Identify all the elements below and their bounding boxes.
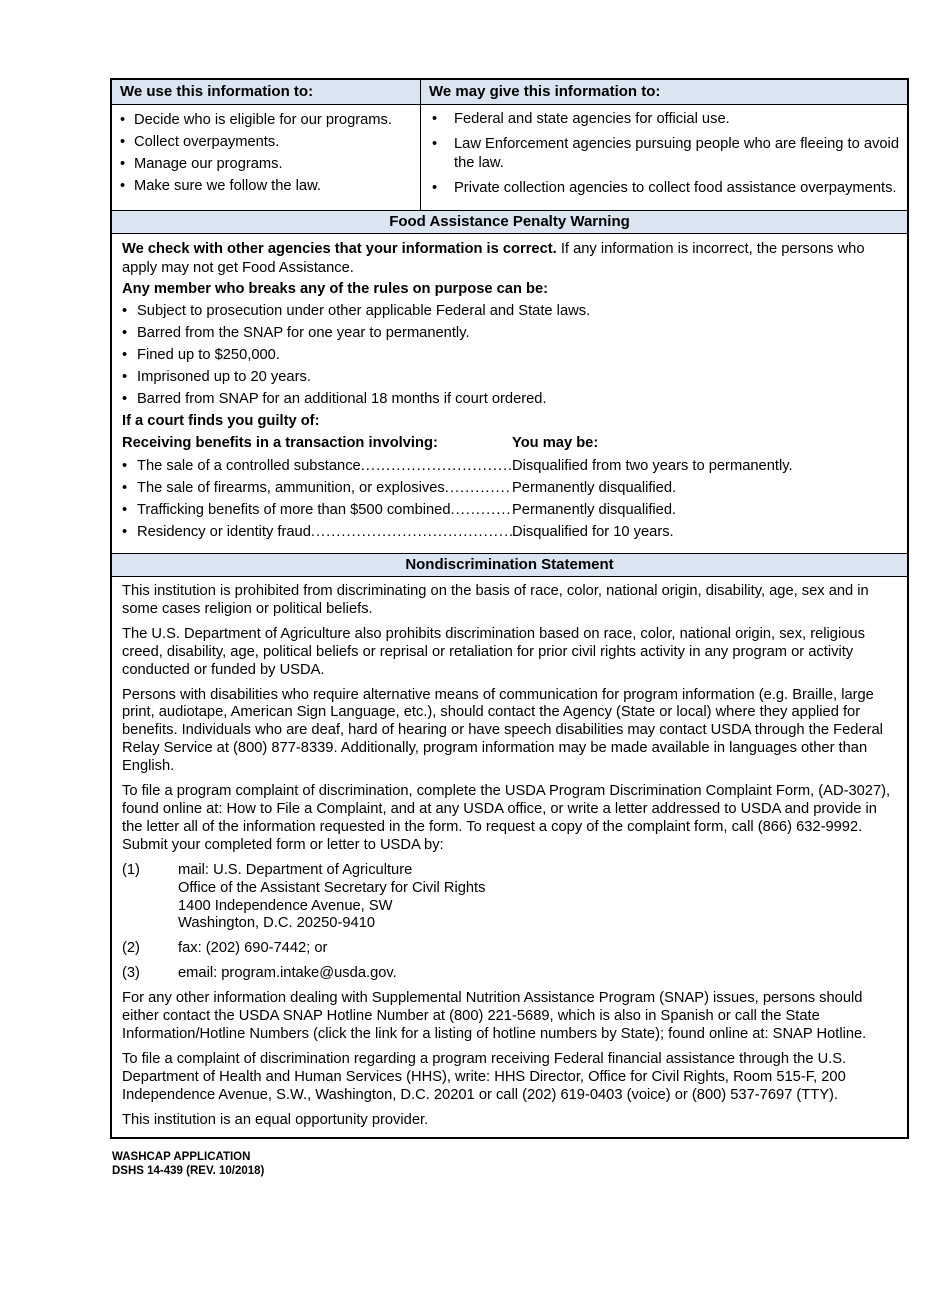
penalty-guilty-heading: If a court finds you guilty of: (122, 413, 320, 429)
list-item-text: Decide who is eligible for our programs. (134, 112, 392, 128)
info-use-list (112, 105, 421, 210)
list-item-text: Subject to prosecution under other applicable Federal and State laws. (137, 303, 591, 319)
penalty-intro-bold: We check with other agencies that your information is correct. (122, 241, 557, 257)
list-item (432, 110, 903, 129)
bullet-icon: • (432, 136, 438, 152)
penalty-result: Disqualified from two years to permanently. (512, 458, 793, 474)
nondiscrimination-closing-paragraphs (122, 990, 897, 1129)
contact-line: Washington, D.C. 20250-9410 (178, 915, 376, 932)
bullet-icon: • (122, 458, 128, 474)
contact-number: (3) (122, 965, 140, 982)
penalty-columns-heading (122, 434, 897, 453)
nondiscrimination-paragraphs (122, 583, 897, 855)
penalty-offense-cell (137, 523, 512, 542)
list-item-text: Barred from SNAP for an additional 18 months if court ordered. (137, 391, 547, 407)
penalty-result: Disqualified for 10 years. (512, 524, 674, 540)
list-item-text: Manage our programs. (134, 156, 283, 172)
info-give-list (421, 105, 907, 210)
penalty-offense: Residency or identity fraud (137, 524, 311, 540)
contact-number: (1) (122, 861, 140, 878)
bullet-icon: • (122, 347, 128, 363)
form-table (110, 78, 909, 1139)
form-page (0, 78, 950, 1308)
penalty-rows (122, 457, 897, 542)
penalty-involving-heading: Receiving benefits in a transaction involving: (122, 435, 438, 451)
list-item-text: Federal and state agencies for official use. (454, 111, 730, 127)
paragraph: This institution is an equal opportunity provider. (122, 1111, 429, 1128)
info-give-header: We may give this information to: (421, 80, 907, 104)
list-item (120, 154, 416, 174)
footer-form-number: DSHS 14-439 (REV. 10/2018) (112, 1165, 265, 1178)
contact-method (122, 862, 897, 934)
list-item (432, 179, 903, 198)
dot-leader (361, 457, 512, 476)
paragraph: Persons with disabilities who require alternative means of communication for program information (e.g. Braille, large print, audiotape, American Sign Language, etc.), should contact the Agency (State or local) where they applied for benefits. Individuals who are deaf, hard of hearing or have speech disabilities may contact USDA through the Federal Relay Service at (800) 877-8339. Additionally, program information may be made available in languages other than English. (122, 686, 883, 775)
nondiscrimination-section-body (112, 577, 907, 1137)
list-item-text: Private collection agencies to collect food assistance overpayments. (454, 180, 897, 196)
penalty-section-header: Food Assistance Penalty Warning (112, 211, 907, 234)
list-item (120, 132, 416, 152)
contact-line: email: program.intake@usda.gov. (178, 965, 397, 982)
bullet-icon: • (120, 156, 126, 172)
list-item (122, 390, 897, 409)
penalty-result: Permanently disqualified. (512, 480, 677, 496)
penalty-intro-rest: If any information is incorrect, the persons who apply may not get Food Assistance. (122, 241, 865, 276)
list-item-text: Make sure we follow the law. (134, 178, 321, 194)
list-item-text: Collect overpayments. (134, 134, 280, 150)
contact-line: 1400 Independence Avenue, SW (178, 897, 393, 914)
paragraph: For any other information dealing with Supplemental Nutrition Assistance Program (SNAP) issues, persons should either contact the USDA SNAP Hotline Number at (800) 221-5689, which is also in Spanish or call the State Information/Hotline Numbers (click the link for a listing of hotline numbers by State); found online at: SNAP Hotline. (122, 990, 867, 1042)
contact-method (122, 965, 897, 983)
list-item-text: Imprisoned up to 20 years. (137, 369, 311, 385)
contact-line: mail: U.S. Department of Agriculture (178, 861, 413, 878)
paragraph: This institution is prohibited from discriminating on the basis of race, color, national origin, disability, age, sex and in some cases religion or political beliefs. (122, 583, 869, 617)
dot-leader (445, 479, 512, 498)
penalty-rules-list (122, 302, 897, 409)
penalty-row (122, 501, 897, 520)
paragraph: To file a complaint of discrimination regarding a program receiving Federal financial assistance through the U.S. Department of Health and Human Services (HHS), write: HHS Director, Office for Civil Rights, Room 515-F, 200 Independence Avenue, S.W., Washington, D.C. 20201 or call (202) 619-0403 (voice) or (800) 537-7697 (TTY). (122, 1050, 847, 1103)
bullet-icon: • (120, 134, 126, 150)
penalty-result: Permanently disqualified. (512, 502, 677, 518)
contact-lines (178, 965, 897, 983)
bullet-icon: • (432, 111, 438, 127)
nondiscrimination-section-header: Nondiscrimination Statement (112, 554, 907, 577)
bullet-icon: • (122, 480, 128, 496)
bullet-icon: • (122, 391, 128, 407)
penalty-youmaybe-heading: You may be: (512, 435, 599, 451)
penalty-offense: Trafficking benefits of more than $500 combined (137, 502, 451, 518)
bullet-icon: • (122, 325, 128, 341)
list-item-text: Law Enforcement agencies pursuing people who are fleeing to avoid the law. (454, 136, 899, 171)
contact-lines (178, 940, 897, 958)
dot-leader (311, 523, 512, 542)
list-item-text: Fined up to $250,000. (137, 347, 280, 363)
footer-form-title: WASHCAP APPLICATION (112, 1151, 251, 1164)
list-item-text: Barred from the SNAP for one year to permanently. (137, 325, 470, 341)
list-item (122, 346, 897, 365)
info-header-row (112, 80, 907, 105)
paragraph: To file a program complaint of discrimination, complete the USDA Program Discrimination Complaint Form, (AD-3027), found online at: How to File a Complaint, and at any USDA office, or write a letter addressed to USDA and provide in the letter all of the information requested in the form. To request a copy of the complaint form, call (866) 632-9992. Submit your completed form or letter to USDA by: (122, 783, 891, 853)
list-item (122, 324, 897, 343)
dot-leader (451, 501, 512, 520)
penalty-row (122, 457, 897, 476)
penalty-offense: The sale of firearms, ammunition, or explosives (137, 480, 445, 496)
list-item (120, 110, 416, 130)
paragraph: The U.S. Department of Agriculture also prohibits discrimination based on race, color, national origin, sex, religious creed, disability, age, political beliefs or reprisal or retaliation for prior civil rights activity in any program or activity conducted or funded by USDA. (122, 625, 865, 678)
contact-lines (178, 862, 897, 934)
penalty-intro (122, 240, 897, 278)
penalty-offense: The sale of a controlled substance (137, 458, 361, 474)
penalty-row (122, 523, 897, 542)
contact-method (122, 940, 897, 958)
list-item (122, 368, 897, 387)
penalty-rules-heading: Any member who breaks any of the rules on purpose can be: (122, 281, 549, 297)
bullet-icon: • (432, 180, 438, 196)
penalty-offense-cell (137, 501, 512, 520)
bullet-icon: • (120, 112, 126, 128)
bullet-icon: • (122, 303, 128, 319)
penalty-offense-cell (137, 479, 512, 498)
contact-number: (2) (122, 940, 140, 957)
info-use-header: We use this information to: (112, 80, 421, 104)
list-item (122, 302, 897, 321)
list-item (120, 176, 416, 196)
penalty-row (122, 479, 897, 498)
bullet-icon: • (122, 524, 128, 540)
penalty-section-body (112, 234, 907, 554)
contact-line: fax: (202) 690-7442; or (178, 940, 328, 957)
bullet-icon: • (122, 502, 128, 518)
bullet-icon: • (120, 178, 126, 194)
info-body-row (112, 105, 907, 211)
page-footer (112, 1150, 950, 1178)
contact-line: Office of the Assistant Secretary for Civil Rights (178, 879, 486, 896)
usda-contact-list (122, 862, 897, 983)
list-item (432, 135, 903, 173)
bullet-icon: • (122, 369, 128, 385)
penalty-offense-cell (137, 457, 512, 476)
